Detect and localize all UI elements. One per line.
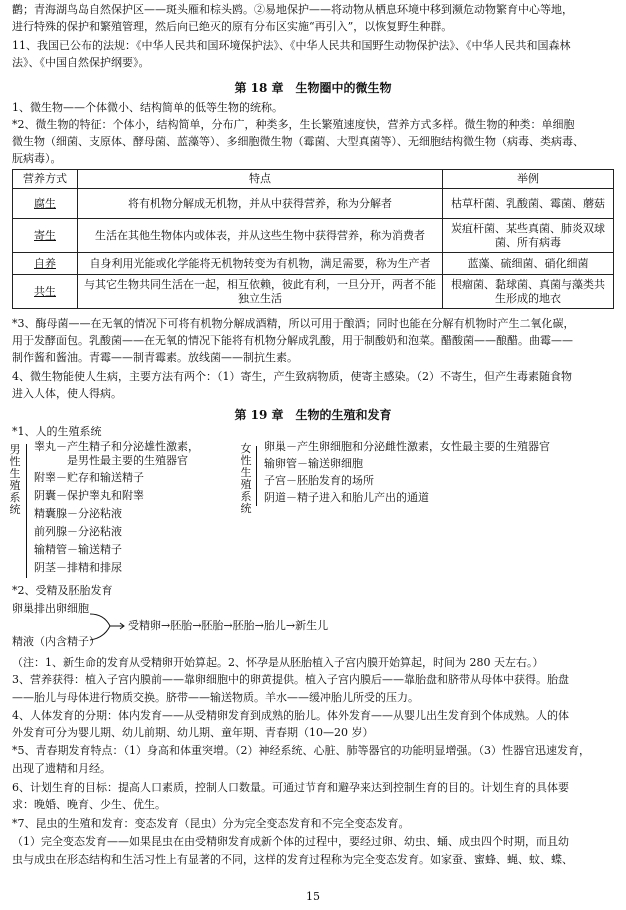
table-cell: 寄生 (13, 219, 78, 253)
male-bracket (26, 444, 27, 578)
list-item: 阴茎－排精和排尿 (34, 561, 122, 574)
page-number: 15 (306, 890, 320, 903)
list-item: 精囊腺－分泌粘液 (34, 507, 122, 520)
table-row (13, 253, 614, 275)
female-organ-list (264, 440, 550, 505)
table-row (13, 275, 614, 309)
text-line: 求：晚婚、晚育、少生、优生。 (12, 798, 166, 811)
table-header-row (13, 170, 614, 189)
male-system-label: 男性生殖系统 (9, 443, 21, 516)
fertilization-heading: *2、受精及胚胎发育 (12, 584, 113, 597)
text-line: 6、计划生育的目标：提高人口素质，控制人口数量。可通过节育和避孕来达到控制生育的目的。计划生育的具体要 (12, 781, 569, 794)
male-organ-list (34, 440, 199, 575)
text-line: 朊病毒）。 (12, 152, 62, 165)
text-line: 进行特殊的保护和繁殖管理，然后向已绝灭的原有分布区实施“再引入”，以恢复野生种群。 (12, 20, 453, 33)
text-line: 1、微生物——个体微小、结构简单的低等生物的统称。 (12, 101, 283, 114)
list-item: 输卵管－输送卵细胞 (264, 457, 363, 470)
list-item: 输精管－输送精子 (34, 543, 122, 556)
text-line: 11、我国已公布的法规：《中华人民共和国环境保护法》、《中华人民共和国野生动物保护法》、《中华人民共和国森林 (12, 39, 571, 52)
egg-source-label: 卵巢排出卵细胞 (12, 602, 89, 615)
table-cell: 共生 (13, 275, 78, 309)
text-line: 用于发酵面包。乳酸菌——在无氧的情况下能将有机物分解成乳酸，用于制酸奶和泡菜。醋酸菌——酿醋。曲霉—— (12, 334, 573, 347)
list-item: 附睾－贮存和输送精子 (34, 471, 144, 484)
text-line: *3、酶母菌——在无氧的情况下可将有机物分解成酒精，所以可用于酿酒；同时也能在分解有机物时产生二氧化碳， (12, 317, 575, 330)
text-line: （注：1、新生命的发育从受精卵开始算起。2、怀孕是从胚胎植入子宫内膜开始算起，时间为 280 天左右。） (12, 656, 544, 669)
table-cell: 与其它生物共同生活在一起，相互依赖，彼此有利，一旦分开，两者不能独立生活 (78, 275, 443, 309)
text-line: 制作酱和酱油。青霉——制青霉素。放线菌——制抗生素。 (12, 351, 298, 364)
merge-arrow-icon (88, 608, 128, 644)
list-item: 子宫－胚胎发育的场所 (264, 474, 374, 487)
table-row (13, 189, 614, 219)
female-system-label: 女性生殖系统 (240, 442, 252, 515)
table-cell: 腐生 (13, 189, 78, 219)
table-cell: 生活在其他生物体内或体表，并从这些生物中获得营养，称为消费者 (78, 219, 443, 253)
repro-system-heading: *1、人的生殖系统 (12, 425, 102, 438)
table-cell: 自养 (13, 253, 78, 275)
text-line: 进入人体，使人得病。 (12, 387, 122, 400)
list-item: 阴道－精子进入和胎儿产出的通道 (264, 491, 429, 504)
text-line: 出现了遗精和月经。 (12, 762, 111, 775)
chapter-19-title: 第 19 章 生物的生殖和发育 (234, 408, 392, 422)
text-line: 3、营养获得：植入子宫内膜前——靠卵细胞中的卵黄提供。植入子宫内膜后——靠胎盘和脐带从母体中获得。胎盘 (12, 673, 569, 686)
table-cell: 自身利用光能或化学能将无机物转变为有机物，满足需要，称为生产者 (78, 253, 443, 275)
text-line: 法》、《中国自然保护纲要》。 (12, 56, 150, 69)
table-cell: 将有机物分解成无机物，并从中获得营养，称为分解者 (78, 189, 443, 219)
list-item: 前列腺－分泌粘液 (34, 525, 122, 538)
table-header-cell: 特点 (78, 170, 443, 189)
female-bracket (256, 446, 257, 506)
table-row (13, 219, 614, 253)
sperm-source-label: 精液（内含精子） (12, 635, 100, 648)
table-header-cell: 营养方式 (13, 170, 78, 189)
text-line: 鹳；青海湖鸟岛自然保护区——斑头雁和棕头鸥。②易地保护——将动物从栖息环境中移到濒危动物繁育中心等地， (12, 3, 573, 16)
text-line: 4、人体发育的分期：体内发育——从受精卵发育到成熟的胎儿。体外发育——从婴儿出生发育到个体成熟。人的体 (12, 709, 569, 722)
table-cell: 根瘤菌、黏球菌、真菌与藻类共生形成的地衣 (442, 275, 613, 309)
development-flow: 受精卵→胚胎→胚胎→胚胎→胎儿→新生儿 (128, 619, 329, 632)
table-cell: 枯草杆菌、乳酸菌、霉菌、蘑菇 (442, 189, 613, 219)
text-line: 虫与成虫在形态结构和生活习性上有显著的不同，这样的发育过程称为完全变态发育。如家蚕、蜜蜂、蝇、蚊、蝶、 (12, 853, 573, 866)
nutrition-table (12, 169, 614, 309)
text-line: *2、微生物的特征：个体小，结构简单，分布广，种类多，生长繁殖速度快，营养方式多样。微生物的种类：单细胞 (12, 118, 575, 131)
list-item: 卵巢－产生卵细胞和分泌雌性激素，女性最主要的生殖器官 (264, 440, 550, 453)
text-line: ——胎儿与母体进行物质交换。脐带——输送物质。羊水——缓冲胎儿所受的压力。 (12, 691, 419, 704)
chapter-18-title: 第 18 章 生物圈中的微生物 (234, 81, 392, 95)
text-line: *5、青春期发育特点：（1）身高和体重突增。（2）神经系统、心脏、肺等器官的功能明显增强。（3）性器官迅速发育， (12, 744, 590, 757)
text-line: 外发育可分为婴儿期、幼儿前期、幼儿期、童年期、青春期（10—20 岁） (12, 726, 374, 739)
text-line: （1）完全变态发育——如果昆虫在由受精卵发育成新个体的过程中，要经过卵、幼虫、蛹、成虫四个时期，而且幼 (12, 835, 569, 848)
table-cell: 蓝藻、硫细菌、硝化细菌 (442, 253, 613, 275)
list-item: 是男性最主要的生殖器官 (34, 454, 188, 467)
list-item: 睾丸－产生精子和分泌雄性激素， (34, 440, 199, 453)
list-item: 阴囊－保护睾丸和附睾 (34, 489, 144, 502)
table-cell: 炭疽杆菌、某些真菌、肺炎双球菌、所有病毒 (442, 219, 613, 253)
text-line: 微生物（细菌、支原体、酵母菌、蓝藻等）、多细胞微生物（霉菌、大型真菌等）、无细胞结构微生物（病毒、类病毒、 (12, 135, 584, 148)
text-line: 4、微生物能使人生病，主要方法有两个：（1）寄生，产生致病物质，使寄主感染。（2）不寄生，但产生毒素随食物 (12, 370, 572, 383)
text-line: *7、昆虫的生殖和发育：变态发育（昆虫）分为完全变态发育和不完全变态发育。 (12, 817, 410, 830)
table-header-cell: 举例 (442, 170, 613, 189)
